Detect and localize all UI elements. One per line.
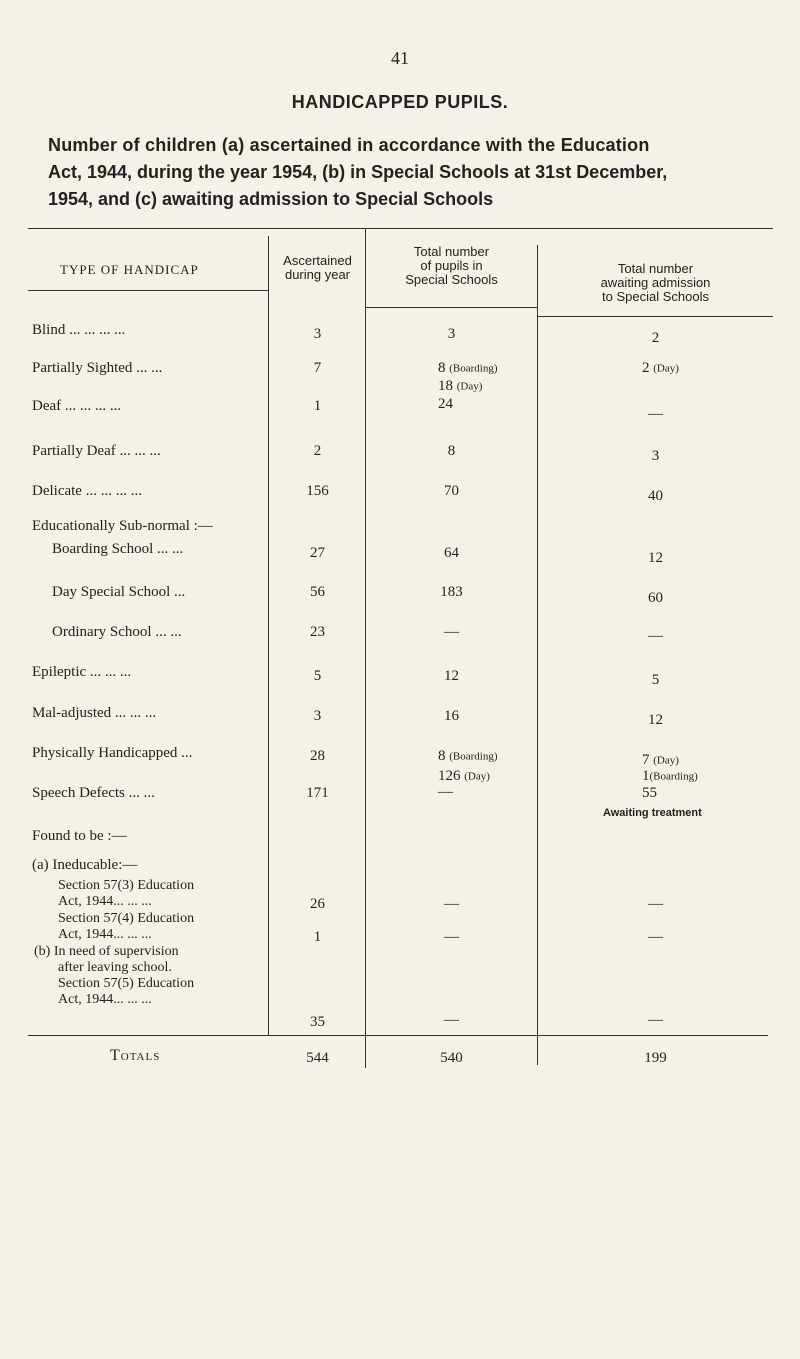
deaf-day-in-special <box>438 378 482 395</box>
header-total-pupils-line-3: Special Schools <box>405 272 498 287</box>
speech-defects-in-special: — <box>438 784 453 800</box>
deaf-in-special: 24 <box>438 396 453 412</box>
s574-ascertained: 1 <box>313 929 322 945</box>
boarding-school-in-special: 64 <box>444 545 459 561</box>
header-awaiting-line-3: to Special Schools <box>602 289 709 304</box>
physically-handicapped-in-special <box>438 748 498 765</box>
partially-sighted-boarding-note: (Boarding) <box>449 362 498 375</box>
found-s574-label <box>58 911 194 943</box>
physically-handicapped-boarding-value: 8 <box>438 748 446 764</box>
row-label-ordinary-school: Ordinary School ... ... <box>52 624 182 640</box>
s575-ascertained: 35 <box>310 1014 325 1030</box>
partially-sighted-ascertained: 7 <box>313 360 322 376</box>
s575-awaiting: — <box>648 1012 663 1028</box>
s573-awaiting: — <box>648 896 663 912</box>
found-s573-line-1: Section 57(3) Education <box>58 878 195 893</box>
found-a-label: (a) Ineducable:— <box>32 857 138 873</box>
row-label-partially-deaf: Partially Deaf ... ... ... <box>32 443 161 459</box>
deaf-day-value: 18 <box>438 378 453 394</box>
partially-sighted-awaiting-value: 2 <box>642 360 650 376</box>
physically-handicapped-boarding-note: (Boarding) <box>449 750 498 763</box>
header-total-pupils <box>366 245 537 287</box>
ordinary-school-ascertained: 23 <box>310 624 325 640</box>
found-s574-line-2: Act, 1944... ... ... <box>58 927 152 942</box>
row-label-partially-sighted: Partially Sighted ... ... <box>32 360 163 376</box>
page-subtitle <box>48 132 748 213</box>
blind-in-special: 3 <box>447 326 456 342</box>
boarding-school-ascertained: 27 <box>310 545 325 561</box>
speech-defects-awaiting: 55 <box>642 785 657 801</box>
speech-defects-boarding-note: (Boarding) <box>649 770 698 783</box>
ordinary-school-in-special: — <box>444 624 459 640</box>
row-label-day-special-school: Day Special School ... <box>52 584 186 600</box>
col-divider-1 <box>268 236 269 1036</box>
speech-defects-day-in-special <box>438 768 490 785</box>
day-special-ascertained: 56 <box>310 584 325 600</box>
epileptic-ascertained: 5 <box>313 668 322 684</box>
delicate-in-special: 70 <box>444 483 459 499</box>
row-label-speech-defects: Speech Defects ... ... <box>32 785 155 801</box>
row-label-delicate: Delicate ... ... ... ... <box>32 483 142 499</box>
deaf-ascertained: 1 <box>313 398 322 414</box>
subtitle-line-2: Act, 1944, during the year 1954, (b) in Special Schools at 31st December, <box>48 162 668 182</box>
boarding-school-awaiting: 12 <box>648 550 663 566</box>
speech-defects-boarding-value: 1 <box>642 768 650 784</box>
found-heading: Found to be :— <box>32 828 127 844</box>
day-special-in-special: 183 <box>440 584 463 600</box>
delicate-ascertained: 156 <box>306 483 329 499</box>
mal-adjusted-ascertained: 3 <box>313 708 322 724</box>
partially-deaf-in-special: 8 <box>447 443 456 459</box>
row-label-epileptic: Epileptic ... ... ... <box>32 664 132 680</box>
deaf-day-note: (Day) <box>456 380 483 393</box>
physically-handicapped-awaiting-note: (Day) <box>653 754 679 767</box>
day-special-awaiting: 60 <box>648 590 663 606</box>
s573-ascertained: 26 <box>310 896 325 912</box>
partially-sighted-boarding-value: 8 <box>438 360 446 376</box>
partially-sighted-awaiting-note: (Day) <box>653 362 679 375</box>
page-number: 41 <box>391 48 409 68</box>
partially-sighted-in-special <box>438 360 498 377</box>
blind-ascertained: 3 <box>313 326 322 342</box>
physically-handicapped-awaiting <box>642 752 679 769</box>
page-title: HANDICAPPED PUPILS. <box>291 92 509 112</box>
speech-defects-day-value: 126 <box>438 768 461 784</box>
table-top-rule <box>28 228 773 229</box>
header-awaiting-line-2: awaiting admission <box>600 275 711 290</box>
partially-sighted-awaiting <box>642 360 679 377</box>
ordinary-school-awaiting: — <box>648 628 663 644</box>
partially-deaf-ascertained: 2 <box>313 443 322 459</box>
header-ascertained-line-1: Ascertained <box>283 253 352 268</box>
totals-awaiting: 199 <box>644 1050 667 1066</box>
physically-handicapped-awaiting-value: 7 <box>642 752 650 768</box>
delicate-awaiting: 40 <box>648 488 663 504</box>
partially-deaf-awaiting: 3 <box>651 448 660 464</box>
mal-adjusted-in-special: 16 <box>444 708 459 724</box>
s573-in-special: — <box>444 896 459 912</box>
physically-handicapped-ascertained: 28 <box>310 748 325 764</box>
subtitle-line-1: Number of children (a) ascertained in accordance with the Education <box>48 135 650 155</box>
header-ascertained <box>270 254 365 282</box>
mal-adjusted-awaiting: 12 <box>648 712 663 728</box>
header-total-pupils-line-1: Total number <box>413 244 490 259</box>
totals-label: Totals <box>110 1047 161 1064</box>
found-s574-line-1: Section 57(4) Education <box>58 911 195 926</box>
header-underline-b <box>365 307 537 308</box>
header-underline-c <box>537 316 773 317</box>
totals-ascertained: 544 <box>306 1050 329 1066</box>
speech-defects-boarding-awaiting <box>642 768 698 785</box>
s574-awaiting: — <box>648 929 663 945</box>
found-s573-label <box>58 878 194 910</box>
row-label-blind: Blind ... ... ... ... <box>32 322 126 338</box>
epileptic-awaiting: 5 <box>651 672 660 688</box>
row-label-deaf: Deaf ... ... ... ... <box>32 398 122 414</box>
row-label-physically-handicapped: Physically Handicapped ... <box>32 745 193 761</box>
found-b-line-3: Section 57(5) Education <box>58 976 195 991</box>
subtitle-line-3: 1954, and (c) awaiting admission to Special Schools <box>48 189 494 209</box>
header-awaiting <box>538 262 773 304</box>
header-ascertained-line-2: during year <box>284 267 351 282</box>
found-b-line-2: after leaving school. <box>58 960 172 975</box>
found-b-line-4: Act, 1944... ... ... <box>58 992 152 1007</box>
deaf-awaiting: — <box>648 406 663 422</box>
found-s573-line-2: Act, 1944... ... ... <box>58 894 152 909</box>
header-underline-type <box>28 290 268 291</box>
row-label-edu-subnormal: Educationally Sub-normal :— <box>32 518 213 534</box>
header-type-of-handicap: TYPE OF HANDICAP <box>60 262 199 277</box>
row-label-boarding-school: Boarding School ... ... <box>52 541 184 557</box>
totals-in-special: 540 <box>440 1050 463 1066</box>
totals-top-rule <box>28 1035 768 1036</box>
found-b-line-1: (b) In need of supervision <box>34 944 179 959</box>
speech-defects-day-note: (Day) <box>464 770 490 783</box>
header-total-pupils-line-2: of pupils in <box>420 258 483 273</box>
found-b-label <box>34 944 194 1008</box>
blind-awaiting: 2 <box>651 330 660 346</box>
speech-defects-ascertained: 171 <box>306 785 329 801</box>
speech-defects-awaiting-treatment-note: Awaiting treatment <box>603 807 702 819</box>
epileptic-in-special: 12 <box>444 668 459 684</box>
header-awaiting-line-1: Total number <box>617 261 694 276</box>
s574-in-special: — <box>444 929 459 945</box>
row-label-mal-adjusted: Mal-adjusted ... ... ... <box>32 705 157 721</box>
s575-in-special: — <box>444 1012 459 1028</box>
